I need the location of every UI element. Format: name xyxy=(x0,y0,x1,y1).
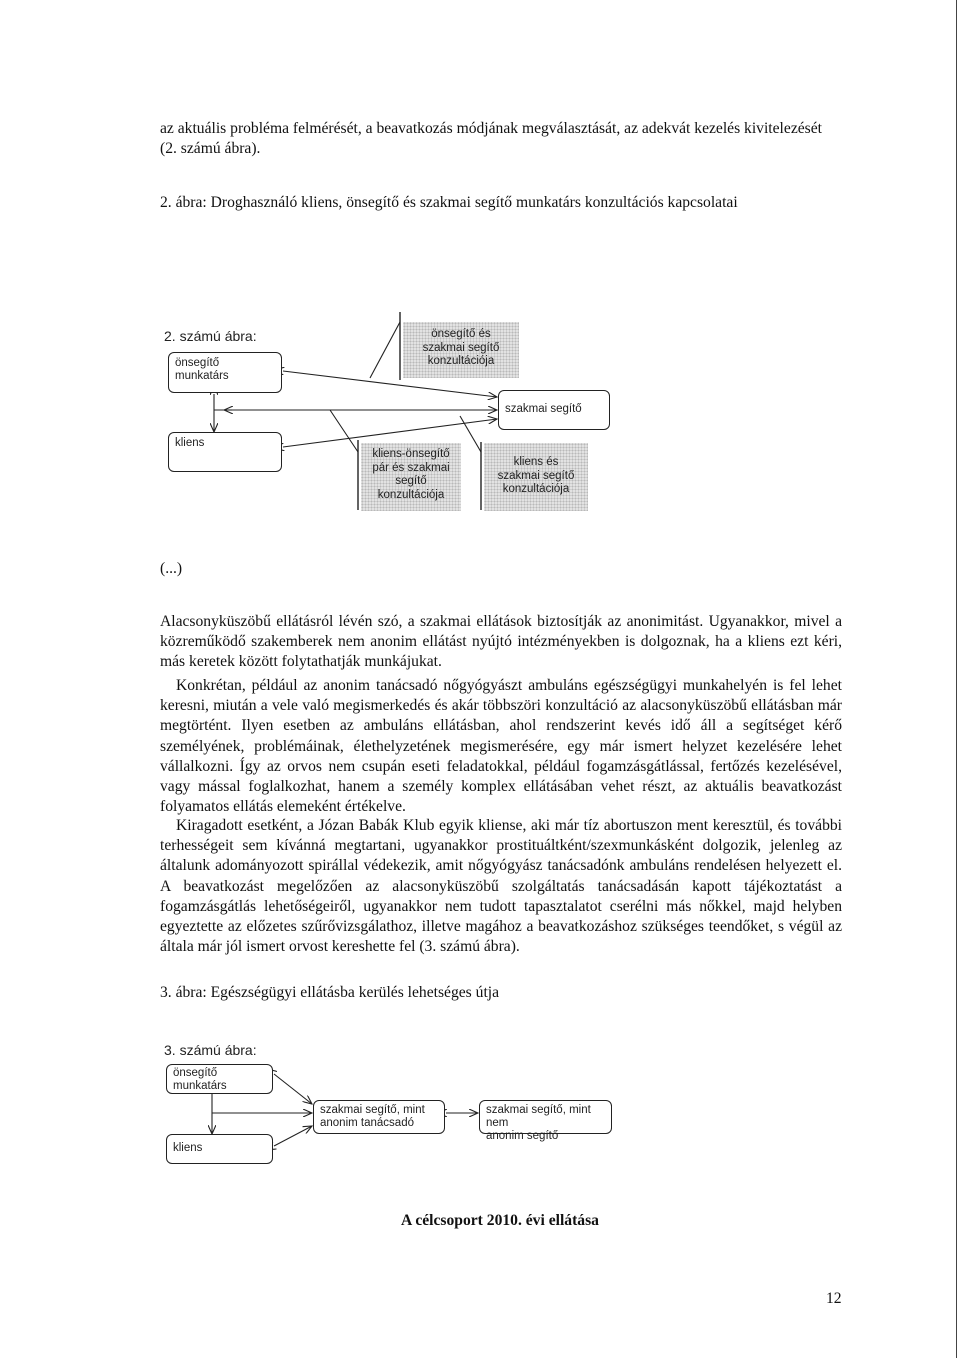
node-line: önsegítő xyxy=(175,357,220,369)
paragraph-2: Konkrétan, például az anonim tanácsadó nőgyógyászt ambuláns egészségügyi munkahelyén is fel lehet keresni, miután a vele való megismerkedés és akár többszöri konzultáció az alacsonyküszöbű ellátásban már megtörtént. Ilyen esetben az ambuláns ellátásban, ahol rendszerint kevés idő áll a segítséget kérő személyének, problémáinak, élethelyzetének megismerésére, egy már ismert helyzet kezelésére lehet vállalkozni. Így az orvos nem csupán eseti feladatokkal, például fogamzásgátlással, fertőzés kezelésével, vagy mással foglalkozhat, hanem a személy komplex ellátásában vehet részt, az aktuális beavatkozást folyamatos ellátás elemeként értékelve. xyxy=(160,677,842,816)
node-line: pár és szakmai xyxy=(372,461,450,474)
fig3-node-onsegito-munkatars xyxy=(166,1064,273,1094)
node-line: szakmai segítő xyxy=(497,469,575,482)
node-line: szakmai segítő xyxy=(422,341,500,354)
node-line: konzultációja xyxy=(427,355,495,367)
node-line: szakmai segítő, mint nem xyxy=(486,1104,591,1129)
fig3-node-szakmai-nem-anonim xyxy=(479,1100,612,1142)
ellipsis: (...) xyxy=(160,560,183,577)
node-line: kliens xyxy=(173,1142,203,1154)
figure2-caption: 2. ábra: Droghasználó kliens, önsegítő és szakmai segítő munkatárs konzultációs kapcsolatai xyxy=(160,194,738,211)
node-line: anonim tanácsadó xyxy=(320,1117,414,1129)
paragraph-3: Kiragadott esetként, a Józan Babák Klub egyik kliense, aki már tíz abortuszon ment keresztül, és további terhességeit sem kívánná megtartani, ugyanakkor prostituáltként/szexmunkásként dolgozik, jelenleg az általunk adományozott spirállal védekezik, amit nőgyógyász tanácsadónk ambuláns rendelésen helyezett el. A beavatkozást megelőzően az alacsonyküszöbű szolgáltatás tanácsadásán kapott tájékoztatást a fogamzásgátlás lehetőségeiről, ugyanakkor nem tudott tapasztalatot cserélni más nőkkel, majd helyben egyeztette az előzetes szűrővizsgálathoz, illetve magához a beavatkozáshoz szükséges teendőket, s végül az általa már jól ismert orvost kereshette fel (3. számú ábra). xyxy=(160,817,842,956)
fig3-node-kliens xyxy=(166,1134,273,1164)
node-line: konzultációja xyxy=(502,483,570,495)
figure3-caption: 3. ábra: Egészségügyi ellátásba kerülés lehetséges útja xyxy=(160,984,500,1001)
fig3-node-szakmai-anonim xyxy=(313,1100,445,1134)
section-title: A célcsoport 2010. évi ellátása xyxy=(401,1212,599,1229)
node-line: kliens-önsegítő xyxy=(372,448,450,460)
fig3-arrow-onsegito-szakmai xyxy=(274,1074,312,1104)
figure3-label: 3. számú ábra: xyxy=(164,1042,257,1058)
node-line: segítő xyxy=(395,475,427,487)
node-line: anonim segítő xyxy=(486,1130,559,1142)
paragraph-1: Alacsonyküszöbű ellátásról lévén szó, a szakmai ellátások biztosítják az anonimitást. Ugyanakkor, mivel a közreműködő szakemberek nem anonim ellátást nyújtó intézményekben is dolgoznak, ha a kliens ezt kéri, más keretek között folytathatják munkájukat. xyxy=(160,613,842,671)
intro-line-2: (2. számú ábra). xyxy=(160,140,261,157)
figure2-label: 2. számú ábra: xyxy=(164,328,257,344)
page-number: 12 xyxy=(826,1290,842,1307)
node-line: önsegítő xyxy=(173,1067,218,1079)
node-line: szakmai segítő xyxy=(505,403,582,415)
intro-line-1: az aktuális probléma felmérését, a beavatkozás módjának megválasztását, az adekvát kezelés kivitelezését xyxy=(160,120,822,137)
node-line: kliens xyxy=(175,437,205,449)
node-line: kliens és xyxy=(513,456,559,468)
node-line: szakmai segítő, mint xyxy=(320,1104,425,1116)
node-line: konzultációja xyxy=(377,488,445,501)
node-line: munkatárs xyxy=(173,1080,227,1092)
node-line: munkatárs xyxy=(175,370,229,382)
node-line: önsegítő és xyxy=(431,328,491,340)
fig3-arrow-kliens-szakmai xyxy=(274,1126,312,1146)
